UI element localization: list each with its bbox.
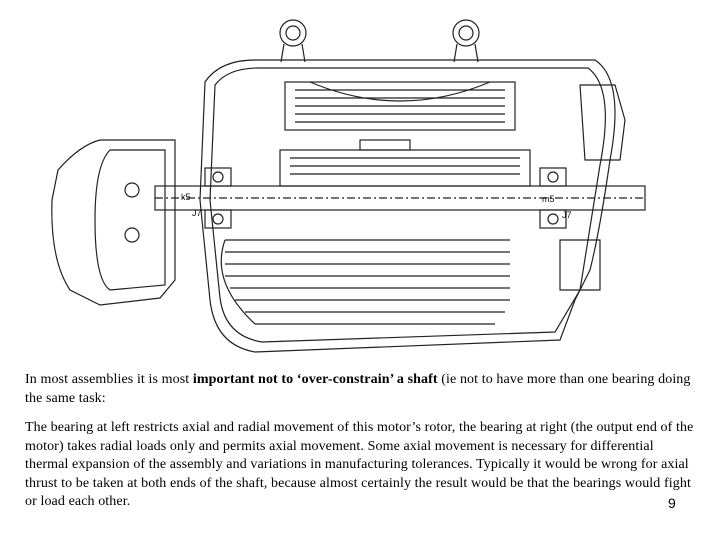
housing-outline xyxy=(200,60,615,352)
label-j7-right: J7 xyxy=(562,210,572,220)
rotor xyxy=(280,140,530,186)
shaft xyxy=(155,186,645,210)
stator-core xyxy=(285,82,515,130)
paragraph-constraint-principle xyxy=(25,371,697,408)
fan-cover xyxy=(52,140,175,305)
p1-intro: In most assemblies it is most xyxy=(25,372,193,387)
label-m5: m5 xyxy=(542,194,555,204)
lifting-eye-left xyxy=(280,20,306,62)
lifting-eye-right xyxy=(453,20,479,62)
page-number: 9 xyxy=(668,495,676,511)
p1-rest: (ie not to have more than one bearing doing the same task: xyxy=(25,372,691,406)
label-k5: k5 xyxy=(181,192,191,202)
paragraph-bearing-explanation: The bearing at left restricts axial and radial movement of this motor’s rotor, the bearing at right (the output end of the motor) takes radial loads only and permits axial movement. Some axial movement is necessary for differential thermal expansion of the assembly and variations in manufacturing tolerances. Typically it would be wrong for axial thrust to be taken at both ends of the shaft, because almost certainly the result would be that the bearings would fight or load each other. xyxy=(25,420,694,509)
motor-cross-section-drawing xyxy=(40,0,680,368)
cooling-fins xyxy=(221,240,510,324)
p1-emphasis: important not to ‘over-constrain’ a shaft xyxy=(192,372,438,387)
label-j7-left: J7 xyxy=(192,208,202,218)
